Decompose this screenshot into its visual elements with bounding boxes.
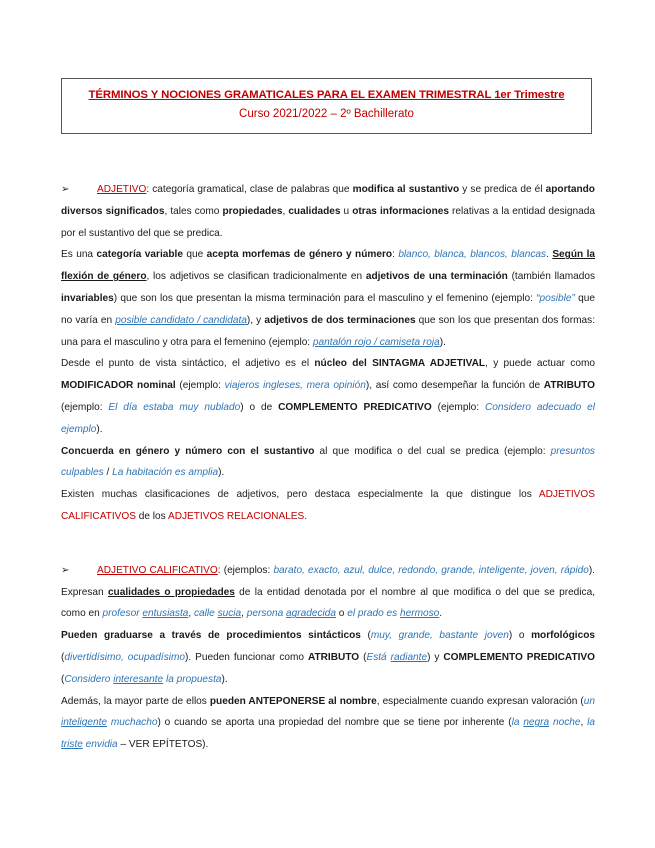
text-run: envidia — [82, 739, 118, 751]
text-run: u — [340, 205, 353, 217]
text-run: ) o cuando se aporta una propiedad del nombre que se tiene por inherente ( — [157, 717, 512, 729]
text-run: procedimientos sintácticos — [226, 630, 361, 642]
text-run: ( — [61, 673, 65, 685]
text-run: , — [241, 608, 247, 620]
text-run: , especialmente cuando expresan valoración ( — [376, 695, 584, 707]
text-run: aportando diversos significados — [61, 184, 595, 217]
text-run: : — [392, 249, 399, 261]
text-run: ). — [218, 467, 225, 479]
text-run: / — [103, 467, 113, 479]
text-run: relativas a la entidad designada por el sustantivo del que se predica. — [61, 205, 595, 239]
text-run: (ejemplo: — [431, 401, 485, 413]
text-run: , — [282, 205, 289, 217]
text-run: Pueden graduarse a través de — [61, 630, 227, 642]
text-run: Considero — [64, 673, 114, 685]
text-run: pueden ANTEPONERSE al nombre — [209, 695, 377, 707]
text-run: propiedades — [222, 205, 283, 217]
adjetivo-clasificacion — [61, 484, 595, 528]
text-run: . — [546, 249, 553, 261]
text-run: ( — [360, 630, 371, 642]
text-run: ADJETIVOS RELACIONALES — [167, 510, 305, 522]
text-run: (también llamados — [507, 271, 595, 283]
text-run: persona — [246, 608, 287, 620]
text-run: ). Pueden funcionar como — [185, 651, 308, 663]
text-run: la propuesta — [163, 673, 222, 685]
text-run: COMPLEMENTO PREDICATIVO — [443, 651, 596, 663]
text-run: blanco, blanca, blancos, blancas — [398, 249, 547, 261]
text-run: sucia — [217, 608, 242, 620]
calificativo-anteposicion — [61, 691, 595, 756]
text-run: profesor — [102, 608, 143, 620]
text-run: Según la flexión de género — [61, 249, 596, 283]
text-run: ATRIBUTO — [543, 380, 595, 392]
text-run: . — [304, 510, 308, 522]
adjetivo-sintaxis — [61, 353, 595, 440]
text-run: ), así como desempeñar la función de — [365, 380, 544, 392]
adjetivo-definition — [61, 179, 595, 244]
text-run: ). — [439, 336, 446, 348]
text-run: y se predica de él — [459, 184, 546, 195]
text-run: interesante — [113, 673, 164, 685]
text-run: de la entidad denotada por el nombre al que modifica o del que se predica, como en — [61, 586, 596, 620]
text-run: posible candidato / candidata — [115, 314, 247, 326]
document-title: TÉRMINOS Y NOCIONES GRAMATICALES PARA EL EXAMEN TRIMESTRAL 1er Trimestre — [88, 89, 565, 101]
text-run: presuntos culpables — [61, 445, 595, 479]
text-run: Considero adecuado el ejemplo — [61, 401, 595, 435]
text-run: (ejemplo: — [61, 401, 109, 413]
text-run: triste — [61, 739, 83, 751]
text-run: noche — [549, 717, 581, 729]
text-run: al que modifica o del cual se predica (ejemplo: — [314, 445, 551, 457]
text-run: morfológicos — [531, 630, 596, 642]
text-run: modifica al sustantivo — [352, 184, 460, 195]
calificativo-gradacion — [61, 625, 595, 690]
text-run: : categoría gramatical, clase de palabras que — [146, 184, 353, 195]
document-body — [61, 179, 595, 756]
text-run: barato, exacto, azul, dulce, redondo, grande, inteligente, joven, rápido — [273, 564, 589, 576]
text-run: – VER EPÍTETOS). — [117, 739, 209, 751]
arrow-bullet-icon: ➢ — [61, 184, 70, 195]
text-run: núcleo del SINTAGMA ADJETIVAL — [314, 358, 486, 370]
text-run: el prado es — [347, 608, 400, 620]
title-box — [61, 78, 592, 134]
text-run: la — [587, 717, 596, 729]
text-run: hermoso — [399, 608, 440, 620]
adjetivo-concordancia — [61, 441, 595, 485]
text-run: ). — [221, 673, 228, 685]
text-run: ( — [61, 651, 65, 663]
text-run: Además, la mayor parte de ellos — [61, 695, 210, 707]
text-run: que no varía en — [61, 292, 595, 326]
text-run: ) o — [508, 630, 532, 642]
text-run: La habitación es amplia — [112, 467, 219, 479]
text-run: inteligente — [61, 717, 108, 729]
text-run: Desde el punto de vista sintáctico, el adjetivo es el — [61, 358, 315, 370]
text-run: que — [182, 249, 207, 261]
text-run: , los adjetivos se clasifican tradicionalmente en — [146, 271, 366, 283]
text-run: pantalón rojo / camiseta roja — [312, 336, 440, 348]
text-run: que son los que presentan dos formas: una para el masculino y otra para el femenino (ejemplo: — [61, 314, 596, 348]
text-run: “posible” — [536, 292, 575, 304]
text-run: muy, grande, bastante joven — [370, 630, 509, 642]
text-run: ). — [96, 423, 103, 435]
text-run: viajeros ingleses, mera opinión — [224, 380, 366, 392]
text-run: de los — [135, 510, 168, 522]
text-run: ) o de — [240, 401, 279, 413]
text-run: , — [188, 608, 194, 620]
text-run: ( — [359, 651, 367, 663]
text-run: calle — [194, 608, 218, 620]
text-run: cualidades — [288, 205, 341, 217]
text-run: , y puede actuar como — [485, 358, 595, 370]
text-run: ) que son los que presentan la misma terminación para el masculino y el femenino (ejemplo: — [113, 292, 537, 304]
text-run: o — [336, 608, 348, 620]
text-run: ) y — [427, 651, 444, 663]
text-run: MODIFICADOR nominal — [61, 380, 176, 392]
text-run: , tales como — [164, 205, 223, 217]
text-run: radiante — [390, 651, 428, 663]
text-run: Está — [366, 651, 391, 663]
text-run: invariables — [61, 292, 114, 304]
calificativo-term: ADJETIVO CALIFICATIVO — [97, 564, 218, 576]
arrow-bullet-icon: ➢ — [61, 564, 70, 576]
text-run: entusiasta — [142, 608, 189, 620]
document-subtitle: Curso 2021/2022 – 2º Bachillerato — [239, 108, 414, 120]
text-run: adjetivos de dos terminaciones — [264, 314, 416, 326]
text-run: : (ejemplos: — [217, 564, 274, 576]
text-run: Es una — [61, 249, 97, 261]
text-run: ADJETIVOS CALIFICATIVOS — [61, 489, 595, 522]
text-run: muchacho — [107, 717, 158, 729]
adjetivo-flexion — [61, 244, 595, 353]
text-run: Concuerda en género y número con el sustantivo — [61, 445, 315, 457]
text-run: agradecida — [286, 608, 336, 620]
text-run: (ejemplo: — [175, 380, 225, 392]
text-run: , — [580, 717, 588, 729]
text-run: adjetivos de una terminación — [365, 271, 508, 283]
text-run: otras informaciones — [352, 205, 449, 217]
text-run: acepta morfemas de género y número — [206, 249, 393, 261]
text-run: . — [439, 608, 443, 620]
adjetivo-term: ADJETIVO — [97, 184, 147, 195]
text-run: cualidades o propiedades — [107, 586, 235, 598]
text-run: ATRIBUTO — [307, 651, 360, 663]
text-run: ), y — [246, 314, 265, 326]
text-run: COMPLEMENTO PREDICATIVO — [278, 401, 432, 413]
text-run: un — [583, 695, 595, 707]
text-run: categoría variable — [96, 249, 183, 261]
text-run: negra — [523, 717, 550, 729]
text-run: la — [511, 717, 524, 729]
text-run: Existen muchas clasificaciones de adjetivos, pero destaca especialmente la que distingue los — [61, 489, 539, 501]
text-run: ). Expresan — [61, 564, 595, 598]
calificativo-definition — [61, 560, 595, 625]
text-run: El día estaba muy nublado — [108, 401, 241, 413]
text-run: divertidísimo, ocupadísimo — [64, 651, 186, 663]
